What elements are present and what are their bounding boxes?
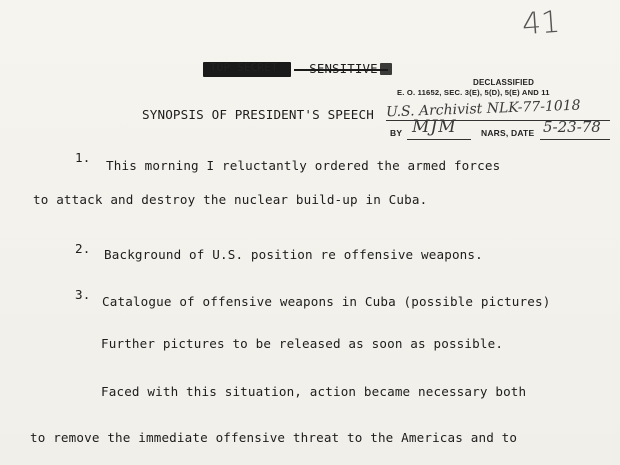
paragraph-faced-with: Faced with this situation, action became necessary both	[101, 384, 527, 399]
item-3-text: Catalogue of offensive weapons in Cuba (possible pictures)	[102, 294, 551, 309]
paragraph-further-pictures: Further pictures to be released as soon as possible.	[101, 336, 504, 351]
item-2-number: 2.	[75, 241, 91, 256]
declassified-by-value: MJM	[412, 117, 457, 137]
classification-tail-mark	[380, 63, 392, 75]
by-rule	[407, 139, 471, 140]
declassified-date-value: 5-23-78	[543, 118, 601, 136]
classification-redacted-word: TOP SECRET	[210, 61, 278, 74]
item-1-number: 1.	[75, 150, 91, 165]
item-3-number: 3.	[75, 287, 91, 302]
item-1-text: This morning I reluctantly ordered the armed forces	[106, 158, 501, 173]
declassified-authority: E. O. 11652, SEC. 3(E), 5(D), 5(E) AND 11	[397, 88, 550, 97]
date-rule	[540, 139, 610, 140]
declassified-title: DECLASSIFIED	[473, 78, 535, 87]
folio-number: 41	[520, 4, 562, 43]
declassified-by-label: BY	[390, 128, 403, 138]
item-2-text: Background of U.S. position re offensive weapons.	[104, 247, 483, 262]
declassified-case-number: U.S. Archivist NLK-77-1018	[385, 97, 581, 121]
document-title: SYNOPSIS OF PRESIDENT'S SPEECH	[142, 107, 374, 122]
paragraph-remove-threat: to remove the immediate offensive threat to the Americas and to	[30, 430, 518, 445]
declassified-date-label: NARS, DATE	[481, 128, 535, 138]
item-1-continuation: to attack and destroy the nuclear build-up in Cuba.	[33, 192, 428, 207]
classification-strikeout	[294, 69, 388, 71]
